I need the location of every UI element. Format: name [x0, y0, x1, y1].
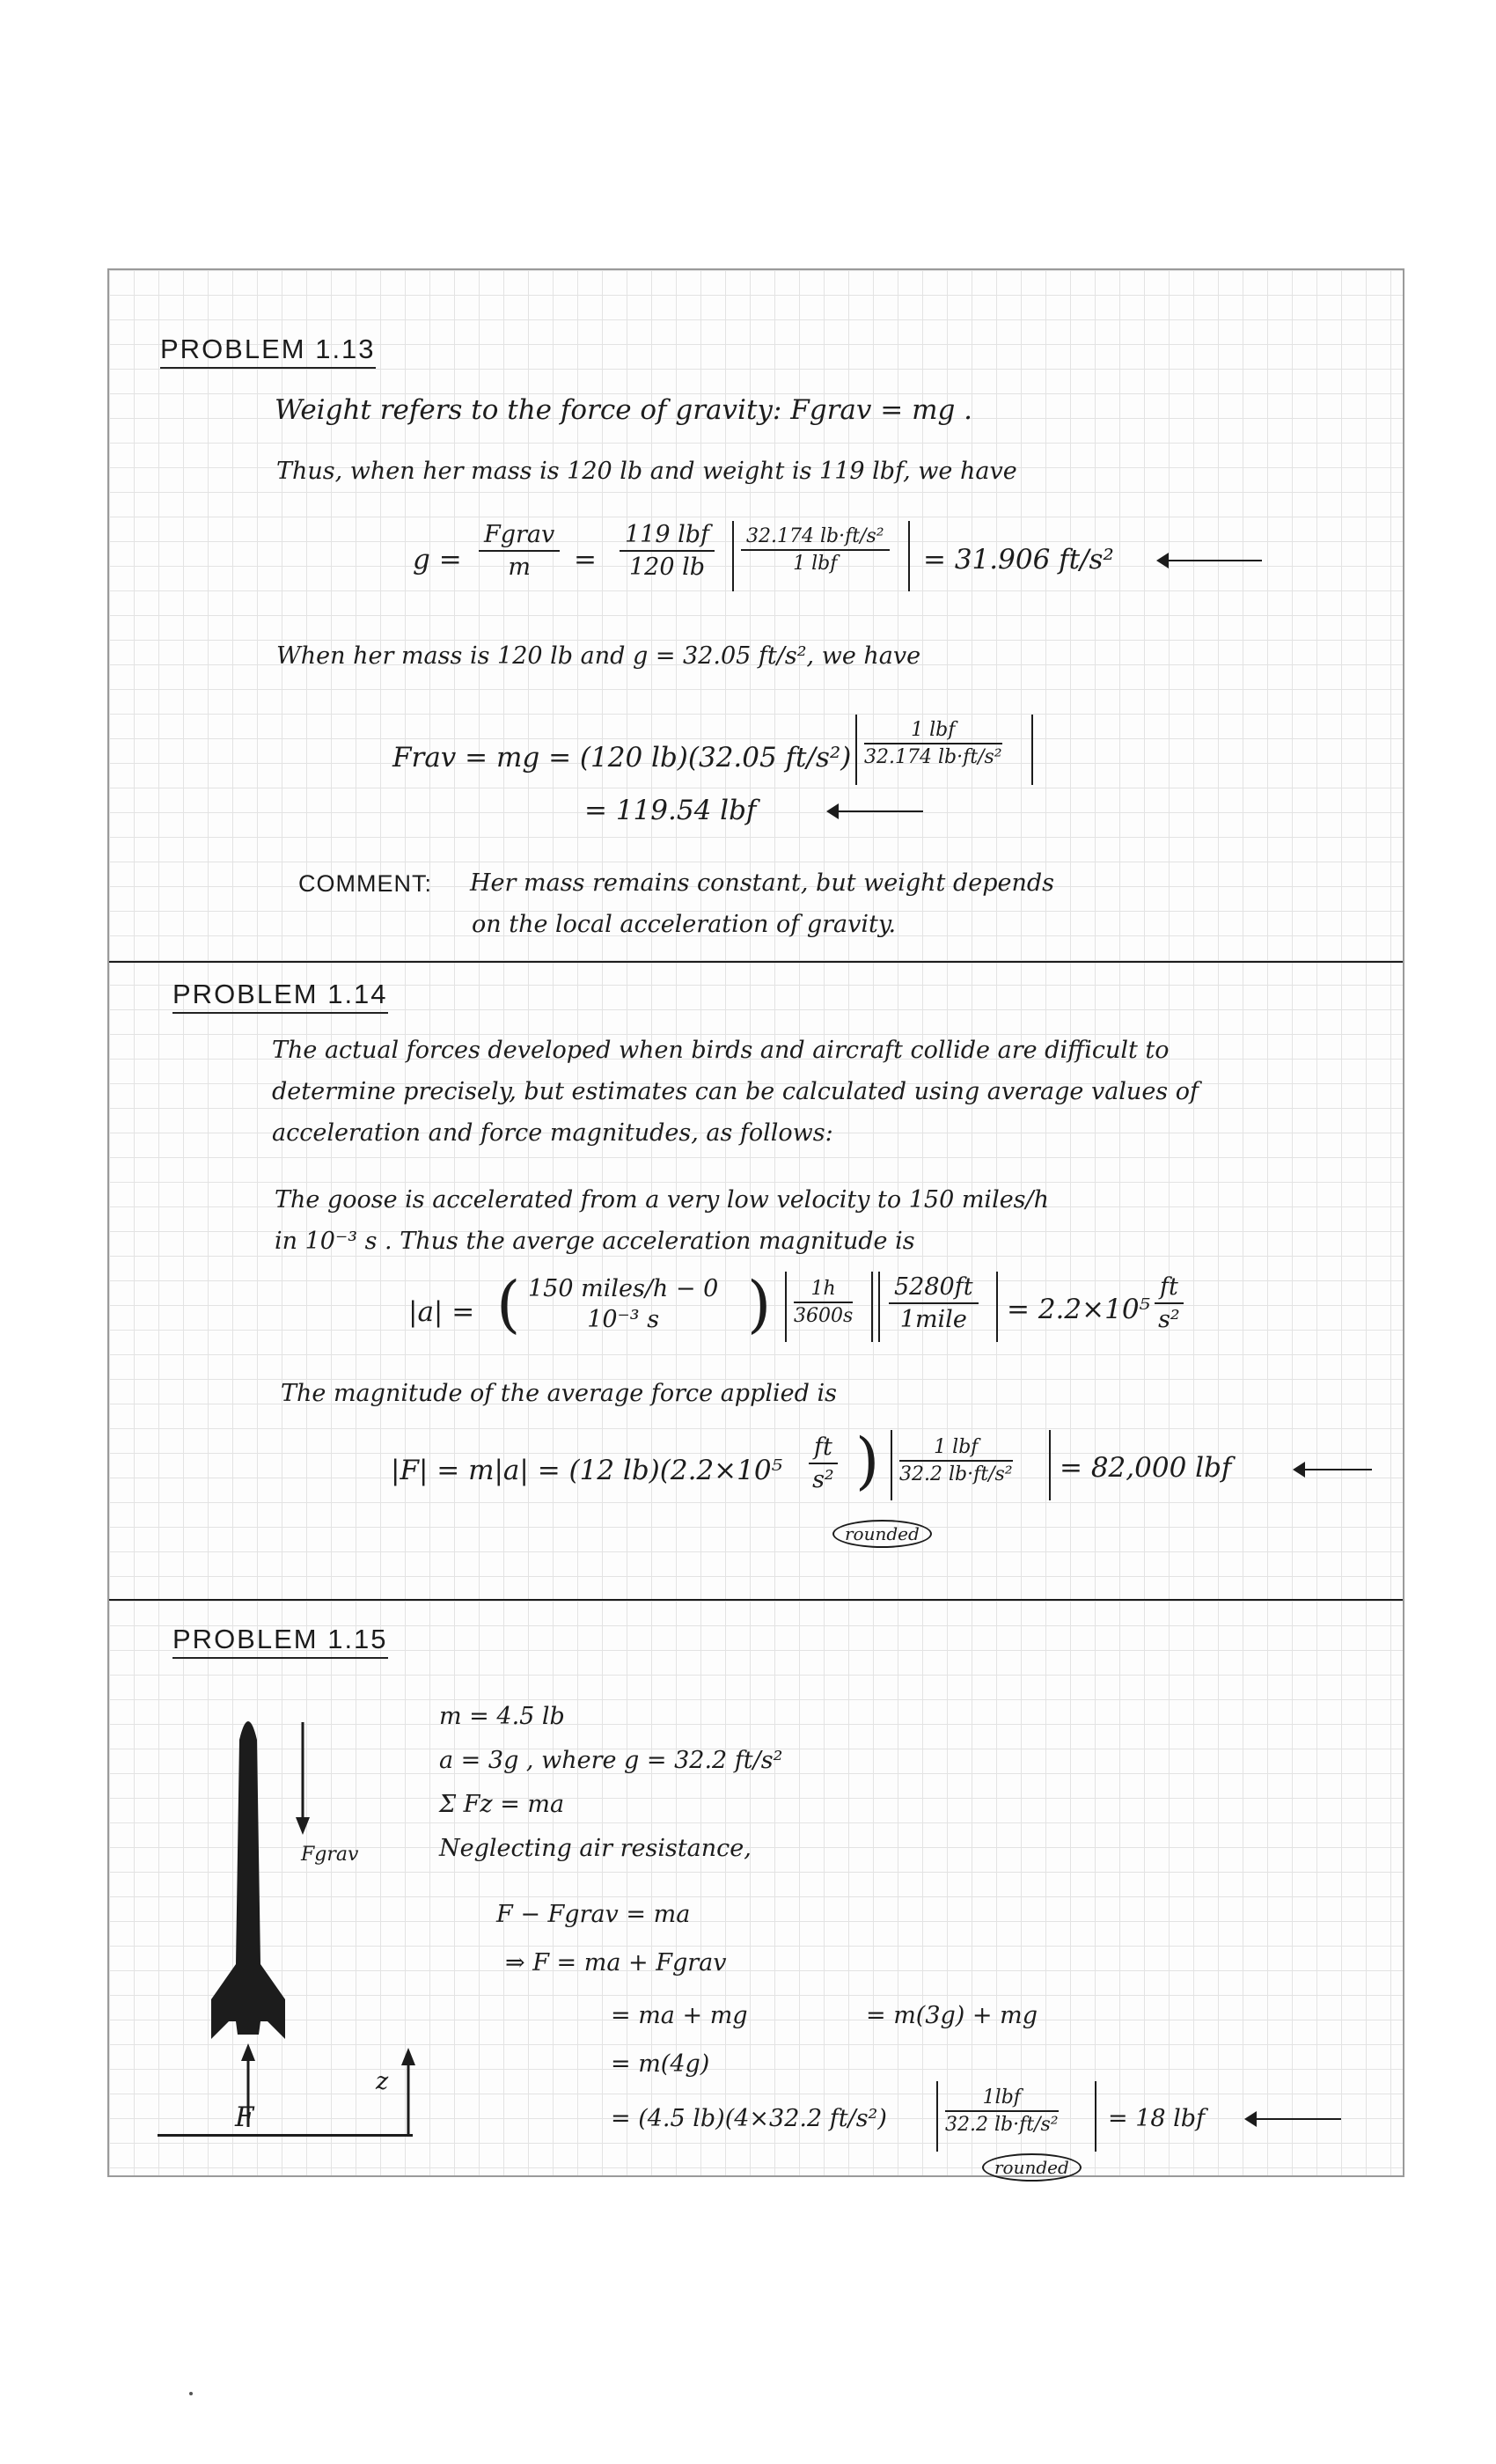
- p114-intro-line-3: acceleration and force magnitudes, as follows:: [272, 1119, 833, 1147]
- p114-force-bar-right: [1049, 1430, 1051, 1500]
- p114-force-close-paren: ): [855, 1425, 880, 1497]
- p114-rounded-note: rounded: [832, 1520, 932, 1548]
- p114-force-conversion: 1 lbf 32.2 lb·ft/s²: [899, 1436, 1013, 1485]
- p113-answer-arrow-2: [835, 810, 923, 812]
- p114-goose-line-2: in 10⁻³ s . Thus the averge acceleration magnitude is: [275, 1228, 915, 1255]
- p113-conversion-factor: 32.174 lb·ft/s² 1 lbf: [741, 525, 890, 575]
- p114-force-bar-left: [891, 1430, 892, 1500]
- problem-1-15-heading: PROBLEM 1.15: [172, 1624, 388, 1659]
- p113-frav-conversion: 1 lbf 32.174 lb·ft/s²: [864, 719, 1002, 768]
- p114-answer-arrow: [1302, 1469, 1372, 1470]
- p114-intro-line-2: determine precisely, but estimates can be calculated using average values of: [272, 1078, 1199, 1105]
- p115-result: = 18 lbf: [1108, 2105, 1206, 2132]
- p115-eq-2: ⇒ F = ma + Fgrav: [505, 1949, 727, 1976]
- p113-fraction-weight-over-mass: 119 lbf 120 lb: [620, 521, 715, 581]
- p115-eq-3b: = m(3g) + mg: [866, 2002, 1038, 2029]
- p115-eq-3a: = ma + mg: [611, 2002, 748, 2029]
- graph-paper-sheet: [107, 268, 1404, 2177]
- p115-mass: m = 4.5 lb: [439, 1703, 565, 1730]
- p113-equals: =: [574, 544, 597, 576]
- p115-eq-1: F − Fgrav = ma: [496, 1901, 691, 1928]
- p113-given-values: Thus, when her mass is 120 lb and weight is 119 lbf, we have: [276, 458, 1017, 485]
- fig-z-label: z: [376, 2068, 389, 2095]
- p114-hour-conversion: $\frac{1h}{3600s}$: [794, 1278, 854, 1327]
- p115-eq-5: = (4.5 lb)(4×32.2 ft/s²): [611, 2105, 887, 2132]
- p113-frav-bar-right: [1031, 715, 1033, 785]
- p113-comment-label: COMMENT:: [298, 870, 432, 897]
- p114-conv-bar-2: [871, 1272, 873, 1342]
- p113-frav-bar-left: [855, 715, 857, 785]
- p115-rounded-note: rounded: [982, 2153, 1082, 2182]
- p114-a-unit: $\frac{ft}{\text{s²}}$: [1155, 1273, 1184, 1333]
- fig-ground-line: [158, 2134, 413, 2137]
- z-axis-arrow-icon: [401, 2048, 415, 2136]
- p114-force-unit: $\frac{ft}{\text{s²}}$: [809, 1434, 838, 1493]
- p114-a-label: |a| =: [408, 1296, 475, 1328]
- p114-mile-conversion: 5280ft 1mile: [889, 1273, 979, 1333]
- problem-1-13-heading: PROBLEM 1.13: [160, 334, 376, 369]
- p114-intro-line-1: The actual forces developed when birds and aircraft collide are difficult to: [272, 1037, 1170, 1064]
- p115-answer-arrow: [1253, 2118, 1341, 2120]
- fig-fgrav-label: Fgrav: [301, 1844, 359, 1866]
- p115-sum-of-forces: Σ Fz = ma: [439, 1791, 565, 1818]
- p113-frav-label: Frav =: [392, 742, 488, 774]
- problem-1-14-heading: PROBLEM 1.14: [172, 979, 388, 1014]
- p114-force-product: |F| = m|a| = (12 lb)(2.2×10⁵: [391, 1455, 783, 1486]
- fig-f-label: F: [235, 2101, 254, 2133]
- p113-weight-definition: Weight refers to the force of gravity: Fgrav = mg .: [275, 394, 973, 426]
- p114-force-result: = 82,000 lbf: [1060, 1452, 1232, 1484]
- p115-conversion: 1lbf 32.2 lb·ft/s²: [945, 2086, 1059, 2136]
- p113-frav-result: = 119.54 lbf: [584, 795, 757, 826]
- p114-a-result: = 2.2×10⁵: [1007, 1294, 1150, 1325]
- p115-acceleration: a = 3g , where g = 32.2 ft/s²: [439, 1747, 783, 1774]
- p115-neglect-note: Neglecting air resistance,: [439, 1835, 752, 1862]
- p113-conversion-bar-right: [908, 521, 910, 591]
- rocket-free-body-diagram: [144, 1696, 435, 2136]
- p114-close-paren: ): [747, 1268, 772, 1340]
- p115-bar-left: [936, 2081, 938, 2152]
- stray-mark: [189, 2392, 193, 2395]
- p114-conv-bar-4: [996, 1272, 998, 1342]
- section-divider-2: [109, 1599, 1403, 1601]
- p113-comment-line-1: Her mass remains constant, but weight depends: [470, 869, 1055, 897]
- rocket-icon: [211, 1721, 285, 2039]
- p113-fraction-fgrav-over-m: Fgrav m: [479, 521, 560, 581]
- p113-g-result: = 31.906 ft/s²: [923, 544, 1114, 576]
- p113-second-case: When her mass is 120 lb and g = 32.05 ft/s², we have: [276, 642, 921, 670]
- p115-bar-right: [1095, 2081, 1096, 2152]
- p114-velocity-over-time: 150 miles/h − 0 10⁻³ s: [528, 1275, 719, 1333]
- p113-g-label: g =: [413, 544, 462, 576]
- p113-conversion-bar-left: [732, 521, 734, 591]
- p114-goose-line-1: The goose is accelerated from a very low velocity to 150 miles/h: [275, 1186, 1050, 1214]
- p115-eq-4: = m(4g): [611, 2050, 710, 2078]
- p113-frav-product: mg = (120 lb)(32.05 ft/s²): [496, 742, 852, 774]
- p113-comment-line-2: on the local acceleration of gravity.: [472, 911, 897, 938]
- p114-conv-bar-1: [785, 1272, 787, 1342]
- p114-open-paren: (: [496, 1268, 521, 1340]
- section-divider-1: [109, 961, 1403, 963]
- p114-force-intro: The magnitude of the average force applied is: [281, 1380, 837, 1407]
- p114-conv-bar-3: [878, 1272, 880, 1342]
- fgrav-arrow-icon: [296, 1722, 310, 1835]
- p113-answer-arrow-1: [1165, 560, 1262, 561]
